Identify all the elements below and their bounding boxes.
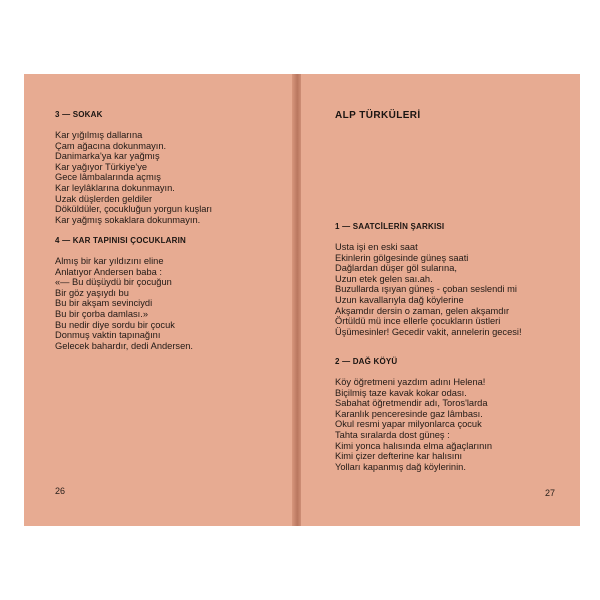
poem-line: Kar yığılmış dallarına <box>55 130 143 140</box>
section-heading-sokak: 3 — SOKAK <box>55 110 103 119</box>
poem-line: Kar yağmış sokaklara dokunmayın. <box>55 214 201 225</box>
poem-line: Kar yağıyor Türkiye'ye <box>55 161 148 172</box>
poem-line: Biçilmiş taze kavak kokar odası. <box>335 387 467 398</box>
poem-line: Anlatıyor Andersen baba : <box>55 266 162 277</box>
poem-line: Sabahat öğretmendir adı, Toros'larda <box>335 398 488 409</box>
poem-line: Uzak düşlerden geldiler <box>55 193 153 204</box>
poem-line: Kar leylâklarına dokunmayın. <box>55 182 175 193</box>
section-heading-kar-tapinisi: 4 — KAR TAPINISI ÇOCUKLARIN <box>55 236 187 245</box>
poem-line: Dağlardan düşer göl sularına, <box>335 263 457 274</box>
poem-line: Donmuş vaktin tapınağını <box>55 330 161 341</box>
poem-line: Kimi yonca halısında elma ağaçlarının <box>335 440 493 451</box>
poem-line: Üşümesinler! Gecedir vakit, annelerin gecesi! <box>335 326 522 337</box>
poem-line: Tahta sıralarda dost güneş : <box>335 429 450 440</box>
right-page <box>301 74 580 526</box>
section-heading-dag-koyu: 2 — DAĞ KÖYÜ <box>335 357 398 366</box>
poem-line: Kimi çizer defterine kar halısını <box>335 451 463 462</box>
poem-line: Gece lâmbalarında açmış <box>55 172 161 183</box>
open-book <box>24 74 580 526</box>
poem-line: Örtüldü mü ince ellerle çocukların üstleri <box>335 316 501 327</box>
poem-line: Ekinlerin gölgesinde güneş saati <box>335 252 469 263</box>
poem-line: Döküldüler, çocukluğun yorgun kuşları <box>55 204 213 215</box>
poem-dag-koyu <box>335 377 492 472</box>
poem-line: Uzun etek gelen saı.ah. <box>335 273 433 284</box>
poem-kar-tapinisi <box>55 256 193 351</box>
poem-line: «— Bu düşüydü bir çocuğun <box>55 277 172 288</box>
poem-line: Çam ağacına dokunmayın. <box>55 140 167 151</box>
poem-line: Bu nedir diye sordu bir çocuk <box>55 319 175 330</box>
poem-line: Danimarka'ya kar yağmış <box>55 151 160 162</box>
poem-sokak <box>55 130 212 225</box>
poem-line: Köy öğretmeni yazdım adını Helena! <box>335 377 486 387</box>
left-page <box>24 74 294 526</box>
poem-line: Usta işi en eski saat <box>335 242 418 252</box>
poem-line: Bu bir akşam sevinciydi <box>55 298 153 309</box>
poem-line: Buzullarda ışıyan güneş - çoban seslendi mi <box>335 284 517 295</box>
poem-line: Yolları kapanmış dağ köylerinin. <box>335 461 466 472</box>
page-title: ALP TÜRKÜLERİ <box>335 110 421 121</box>
poem-line: Almış bir kar yıldızını eline <box>55 256 164 266</box>
page-number-right: 27 <box>545 488 556 498</box>
poem-line: Bu bir çorba damlası.» <box>55 308 149 319</box>
poem-line: Bir göz yaşıydı bu <box>55 287 129 298</box>
page-number-left: 26 <box>55 486 66 496</box>
poem-line: Akşamdır dersin o zaman, gelen akşamdır <box>335 305 510 316</box>
poem-line: Karanlık penceresinde gaz lâmbası. <box>335 408 483 419</box>
section-heading-saatcilerin: 1 — SAATCİLERİN ŞARKISI <box>335 222 445 231</box>
poem-line: Uzun kavallarıyla dağ köylerine <box>335 294 464 305</box>
poem-saatcilerin <box>335 242 522 337</box>
poem-line: Gelecek bahardır, dedi Andersen. <box>55 340 193 351</box>
poem-line: Okul resmi yapar milyonlarca çocuk <box>335 419 482 430</box>
